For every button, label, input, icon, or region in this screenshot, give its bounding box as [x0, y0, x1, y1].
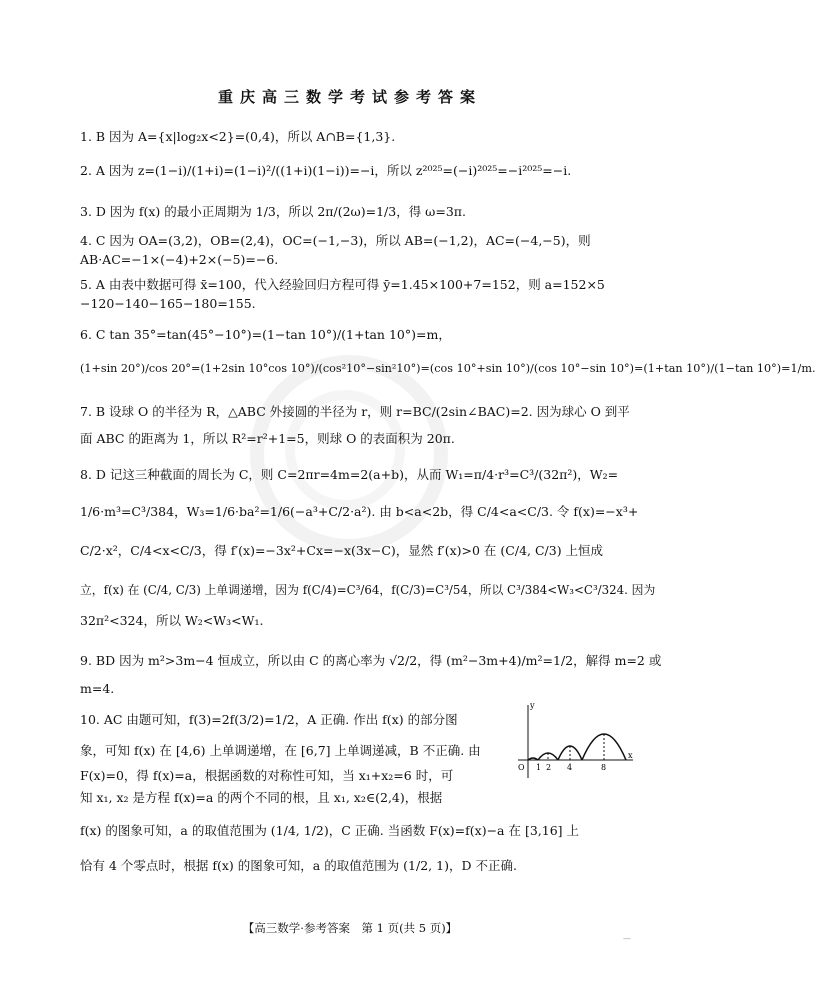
answer-line-6: 6. C tan 35°=tan(45°−10°)=(1−tan 10°)/(1+tan 10°)=m， [80, 327, 451, 342]
answer-line-7b: 面 ABC 的距离为 1，所以 R²=r²+1=5，则球 O 的表面积为 20π. [80, 431, 455, 446]
tick-label-2: 2 [546, 763, 552, 772]
answer-line-9: 9. BD 因为 m²>3m−4 恒成立，所以由 C 的离心率为 √2/2，得 (m²−3m+4)/m²=1/2，解得 m=2 或 [80, 653, 662, 668]
answer-line-5b: −120−140−165−180=155. [80, 296, 256, 311]
answer-line-10: 10. AC 由题可知，f(3)=2f(3/2)=1/2，A 正确. 作出 f(x) 的部分图 [80, 712, 458, 727]
answer-line-8d: 立，f(x) 在 (C/4, C/3) 上单调递增，因为 f(C/4)=C³/64，f(C/3)=C³/54，所以 C³/384<W₃<C³/324. 因为 [80, 583, 656, 597]
function-graph [508, 700, 638, 780]
curve-segment-3 [558, 746, 582, 760]
x-axis-label: x [628, 751, 633, 760]
answer-line-8b: 1/6·m³=C³/384，W₃=1/6·ba²=1/6(−a³+C/2·a²). 由 b<a<2b，得 C/4<a<C/3. 令 f(x)=−x³+ [80, 504, 639, 519]
answer-line-2: 2. A 因为 z=(1−i)/(1+i)=(1−i)²/((1+i)(1−i))=−i，所以 z²⁰²⁵=(−i)²⁰²⁵=−i²⁰²⁵=−i. [80, 163, 572, 178]
answer-line-4b: AB·AC=−1×(−4)+2×(−5)=−6. [80, 252, 279, 267]
answer-line-9b: m=4. [80, 681, 115, 696]
answer-line-8: 8. D 记这三种截面的周长为 C，则 C=2πr=4m=2(a+b)，从而 W₁=π/4·r³=C³/(32π²)，W₂= [80, 467, 619, 482]
answer-line-7: 7. B 设球 O 的半径为 R，△ABC 外接圆的半径为 r，则 r=BC/(2sin∠BAC)=2. 因为球心 O 到平 [80, 404, 630, 419]
answer-line-4: 4. C 因为 OA=(3,2)，OB=(2,4)，OC=(−1,−3)，所以 AB=(−1,2)，AC=(−4,−5)，则 [80, 233, 591, 248]
origin-label: O [518, 763, 525, 772]
tick-label-4: 4 [567, 763, 573, 772]
page-title: 重庆高三数学考试参考答案 [217, 88, 482, 106]
answer-line-5: 5. A 由表中数据可得 x̄=100，代入经验回归方程可得 ȳ=1.45×100+7=152，则 a=152×5 [80, 277, 605, 292]
answer-line-10d: 知 x₁, x₂ 是方程 f(x)=a 的两个不同的根，且 x₁, x₂∈(2,4)，根据 [80, 790, 443, 805]
y-axis-label: y [530, 701, 535, 710]
corner-mark: — [623, 934, 631, 943]
tick-label-1: 1 [536, 763, 542, 772]
tick-label-8: 8 [601, 763, 607, 772]
answer-line-3: 3. D 因为 f(x) 的最小正周期为 1/3，所以 2π/(2ω)=1/3，得 ω=3π. [80, 204, 466, 219]
page-footer: 【高三数学·参考答案 第 1 页(共 5 页)】 [242, 921, 458, 935]
answer-line-10b: 象，可知 f(x) 在 [4,6) 上单调递增，在 [6,7] 上单调递减，B 不正确. 由 [80, 743, 481, 758]
answer-line-1: 1. B 因为 A={x|log₂x<2}=(0,4)，所以 A∩B={1,3}. [80, 129, 396, 144]
answer-line-8c: C/2·x²，C/4<x<C/3，得 f′(x)=−3x²+Cx=−x(3x−C)，显然 f′(x)>0 在 (C/4, C/3) 上恒成 [80, 543, 604, 558]
answer-line-10e: f(x) 的图象可知，a 的取值范围为 (1/4, 1/2)，C 正确. 当函数 F(x)=f(x)−a 在 [3,16] 上 [80, 823, 580, 838]
answer-line-10c: F(x)=0，得 f(x)=a，根据函数的对称性可知，当 x₁+x₂=6 时，可 [80, 768, 454, 783]
answer-line-8e: 32π²<324，所以 W₂<W₃<W₁. [80, 613, 264, 628]
answer-line-10f: 恰有 4 个零点时，根据 f(x) 的图象可知，a 的取值范围为 (1/2, 1)，D 不正确. [80, 858, 517, 873]
answer-line-6b: (1+sin 20°)/cos 20°=(1+2sin 10°cos 10°)/(cos²10°−sin²10°)=(cos 10°+sin 10°)/(cos 10°−sin 10°)=(1+tan 10°)/(1−tan 10°)=1/m. [80, 362, 816, 375]
